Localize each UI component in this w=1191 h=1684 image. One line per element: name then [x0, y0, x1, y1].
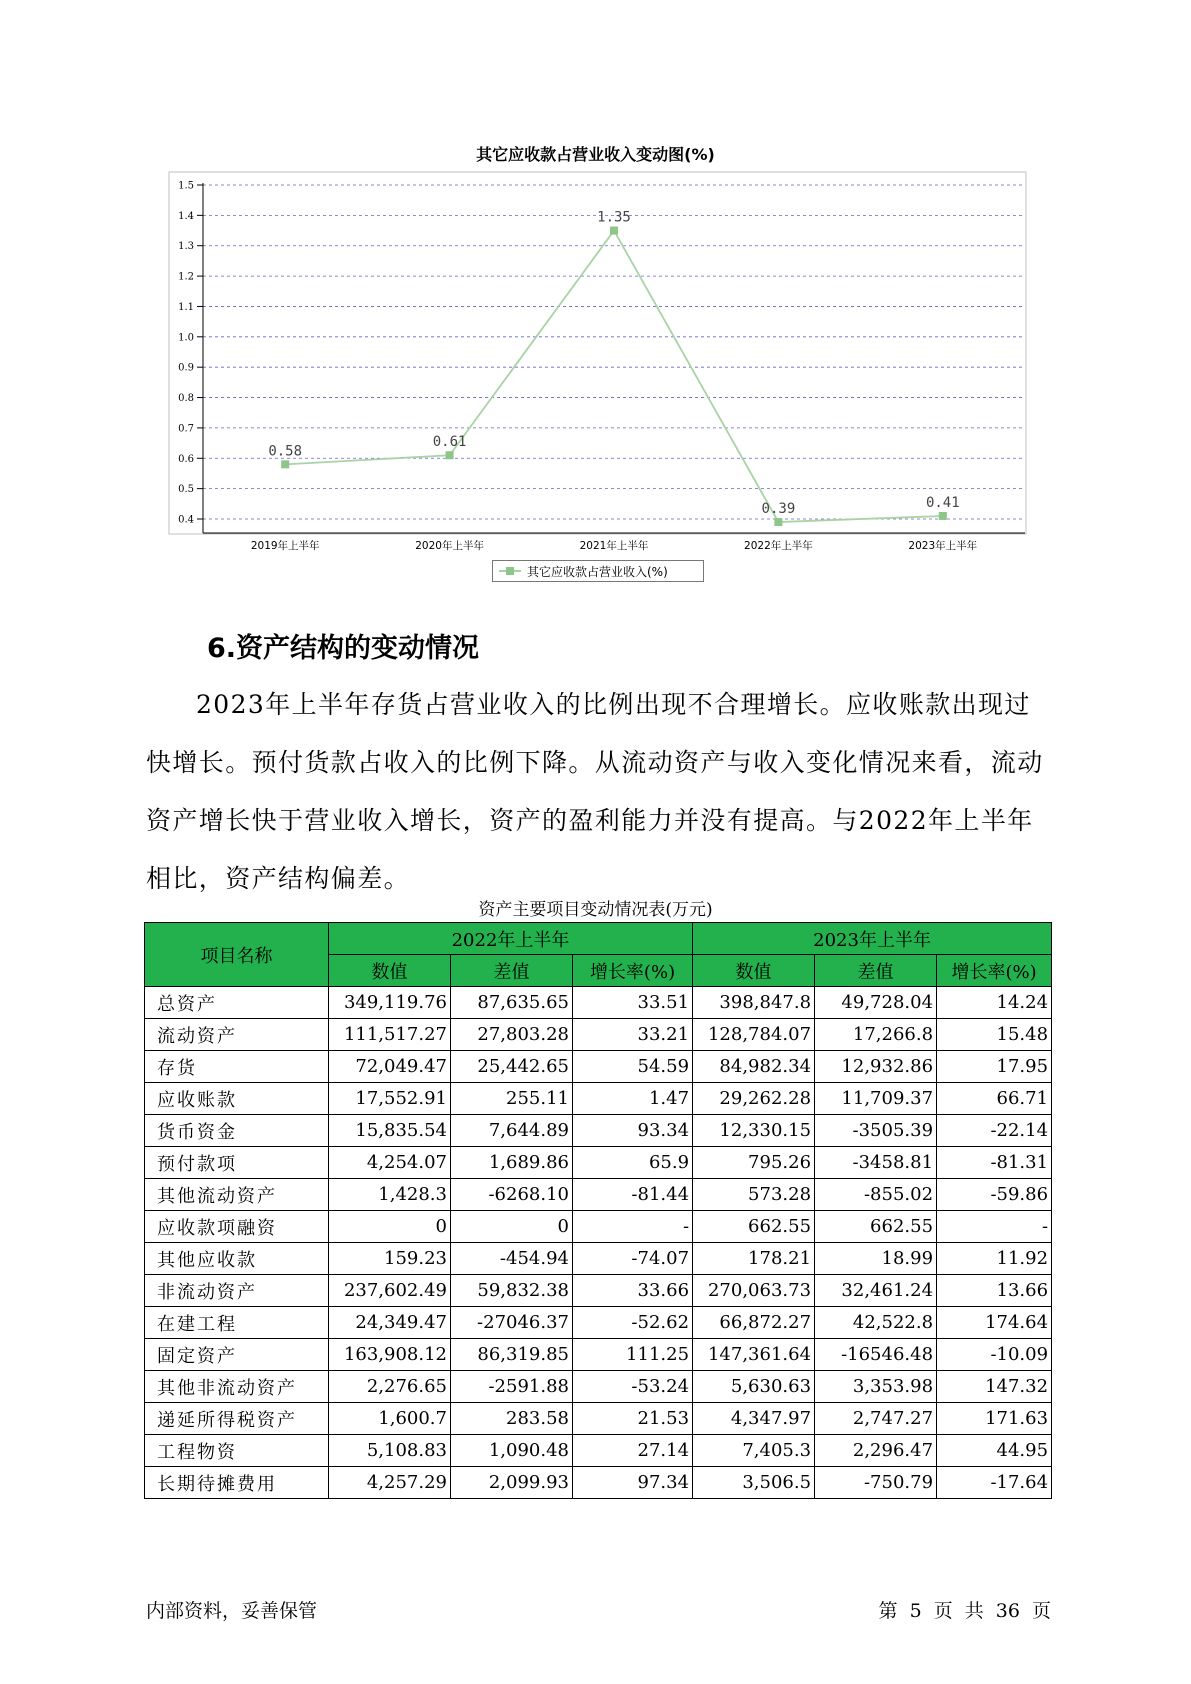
table-cell: 14.24	[937, 987, 1052, 1019]
header-value: 数值	[693, 955, 815, 987]
y-tick-label: 0.6	[178, 453, 194, 465]
y-tick-label: 0.9	[178, 362, 194, 374]
table-cell: 2,747.27	[815, 1403, 937, 1435]
data-label: 0.39	[761, 501, 796, 518]
y-tick-label: 0.8	[178, 393, 194, 405]
header-value: 数值	[329, 955, 451, 987]
row-label: 其他非流动资产	[145, 1371, 329, 1403]
row-label: 其他流动资产	[145, 1179, 329, 1211]
data-label: 0.61	[432, 434, 467, 451]
x-tick-label: 2023年上半年	[908, 540, 978, 552]
table-cell: 0	[329, 1211, 451, 1243]
table-cell: 178.21	[693, 1243, 815, 1275]
data-label: 0.41	[925, 494, 960, 511]
table-body	[145, 987, 1052, 1499]
table-cell: 87,635.65	[451, 987, 573, 1019]
table-row	[145, 1019, 1052, 1051]
table-cell: 1,689.86	[451, 1147, 573, 1179]
table-cell: 159.23	[329, 1243, 451, 1275]
table-cell: 32,461.24	[815, 1275, 937, 1307]
data-label: 1.35	[597, 209, 631, 226]
table-cell: 3,506.5	[693, 1467, 815, 1499]
table-cell: 86,319.85	[451, 1339, 573, 1371]
series-line	[285, 231, 943, 522]
chart-outer-border	[169, 172, 1026, 534]
table-row	[145, 1339, 1052, 1371]
table-cell: 13.66	[937, 1275, 1052, 1307]
table-cell: 42,522.8	[815, 1307, 937, 1339]
table-cell: 44.95	[937, 1435, 1052, 1467]
section-heading: 6.资产结构的变动情况	[207, 633, 480, 664]
table-cell: 4,254.07	[329, 1147, 451, 1179]
table-cell: 4,257.29	[329, 1467, 451, 1499]
table-cell: 5,630.63	[693, 1371, 815, 1403]
table-cell: 66.71	[937, 1083, 1052, 1115]
body-paragraph: 2023年上半年存货占营业收入的比例出现不合理增长。应收账款出现过快增长。预付货款占收入的比例下降。从流动资产与收入变化情况来看，流动资产增长快于营业收入增长，资产的盈利能力并没有提高。与2022年上半年相比，资产结构偏差。	[146, 690, 1044, 893]
table-cell: 27.14	[573, 1435, 693, 1467]
table-row	[145, 1083, 1052, 1115]
table-cell: 17,266.8	[815, 1019, 937, 1051]
table-row	[145, 1179, 1052, 1211]
header-growth: 增长率(%)	[573, 955, 693, 987]
table-cell: 2,296.47	[815, 1435, 937, 1467]
y-tick-label: 1.2	[178, 271, 194, 283]
table-cell: 171.63	[937, 1403, 1052, 1435]
table-cell: 128,784.07	[693, 1019, 815, 1051]
data-point	[939, 512, 947, 520]
table-cell: 72,049.47	[329, 1051, 451, 1083]
table-cell: -2591.88	[451, 1371, 573, 1403]
table-cell: 66,872.27	[693, 1307, 815, 1339]
table-cell: -6268.10	[451, 1179, 573, 1211]
table-row	[145, 1211, 1052, 1243]
table-cell: 27,803.28	[451, 1019, 573, 1051]
table-cell: 1,428.3	[329, 1179, 451, 1211]
y-tick-label: 1.4	[178, 210, 194, 222]
table-cell: 15.48	[937, 1019, 1052, 1051]
header-item-name: 项目名称	[145, 923, 329, 987]
table-row	[145, 1147, 1052, 1179]
y-tick-label: 1.3	[178, 241, 194, 253]
row-label: 应收款项融资	[145, 1211, 329, 1243]
table-cell: 111.25	[573, 1339, 693, 1371]
table-cell: 12,330.15	[693, 1115, 815, 1147]
table-cell: -3458.81	[815, 1147, 937, 1179]
table-row	[145, 987, 1052, 1019]
data-point	[446, 451, 454, 459]
x-tick-label: 2021年上半年	[579, 540, 649, 552]
line-chart	[0, 0, 1191, 600]
y-tick-label: 0.4	[178, 514, 194, 526]
y-tick-label: 1.1	[178, 301, 194, 313]
table-cell: 795.26	[693, 1147, 815, 1179]
data-label: 0.58	[268, 443, 303, 460]
asset-table	[144, 922, 1052, 1499]
table-row	[145, 1435, 1052, 1467]
table-cell: 97.34	[573, 1467, 693, 1499]
table-cell: 573.28	[693, 1179, 815, 1211]
table-cell: 1,600.7	[329, 1403, 451, 1435]
table-cell: -59.86	[937, 1179, 1052, 1211]
table-row	[145, 1115, 1052, 1147]
row-label: 在建工程	[145, 1307, 329, 1339]
table-cell: 2,099.93	[451, 1467, 573, 1499]
table-cell: -17.64	[937, 1467, 1052, 1499]
table-cell: 174.64	[937, 1307, 1052, 1339]
table-cell: 11.92	[937, 1243, 1052, 1275]
chart-legend	[492, 560, 704, 582]
table-cell: -	[937, 1211, 1052, 1243]
table-cell: 24,349.47	[329, 1307, 451, 1339]
footer-confidential: 内部资料，妥善保管	[146, 1600, 318, 1622]
table-cell: 7,405.3	[693, 1435, 815, 1467]
row-label: 存货	[145, 1051, 329, 1083]
footer-page-number: 第 5 页 共 36 页	[878, 1600, 1051, 1622]
table-cell: 255.11	[451, 1083, 573, 1115]
row-label: 固定资产	[145, 1339, 329, 1371]
header-group-2023: 2023年上半年	[693, 923, 1052, 955]
table-cell: 283.58	[451, 1403, 573, 1435]
row-label: 长期待摊费用	[145, 1467, 329, 1499]
table-cell: 33.51	[573, 987, 693, 1019]
table-cell: 11,709.37	[815, 1083, 937, 1115]
table-cell: 4,347.97	[693, 1403, 815, 1435]
table-cell: 33.66	[573, 1275, 693, 1307]
table-cell: 84,982.34	[693, 1051, 815, 1083]
table-cell: 163,908.12	[329, 1339, 451, 1371]
table-cell: -53.24	[573, 1371, 693, 1403]
table-cell: 3,353.98	[815, 1371, 937, 1403]
table-cell: -16546.48	[815, 1339, 937, 1371]
chart-title: 其它应收款占营业收入变动图(%)	[476, 145, 715, 164]
table-cell: 18.99	[815, 1243, 937, 1275]
table-cell: 65.9	[573, 1147, 693, 1179]
x-tick-label: 2020年上半年	[415, 540, 484, 552]
data-point	[610, 227, 618, 235]
y-tick-label: 1.5	[178, 180, 194, 192]
x-tick-label: 2022年上半年	[744, 540, 813, 552]
header-diff: 差值	[815, 955, 937, 987]
table-cell: 662.55	[693, 1211, 815, 1243]
table-cell: 49,728.04	[815, 987, 937, 1019]
table-cell: -855.02	[815, 1179, 937, 1211]
table-cell: 17.95	[937, 1051, 1052, 1083]
table-row	[145, 1371, 1052, 1403]
y-tick-label: 1.0	[178, 332, 194, 344]
table-cell: -74.07	[573, 1243, 693, 1275]
table-cell: 398,847.8	[693, 987, 815, 1019]
row-label: 应收账款	[145, 1083, 329, 1115]
table-cell: 147,361.64	[693, 1339, 815, 1371]
table-cell: 12,932.86	[815, 1051, 937, 1083]
table-cell: -22.14	[937, 1115, 1052, 1147]
table-cell: 33.21	[573, 1019, 693, 1051]
table-cell: -81.44	[573, 1179, 693, 1211]
table-cell: 5,108.83	[329, 1435, 451, 1467]
table-cell: 1.47	[573, 1083, 693, 1115]
y-tick-label: 0.7	[178, 423, 194, 435]
table-cell: 29,262.28	[693, 1083, 815, 1115]
legend-swatch	[499, 566, 521, 576]
table-cell: -81.31	[937, 1147, 1052, 1179]
table-cell: 349,119.76	[329, 987, 451, 1019]
table-caption: 资产主要项目变动情况表(万元)	[478, 900, 713, 920]
table-row	[145, 1403, 1052, 1435]
table-cell: 15,835.54	[329, 1115, 451, 1147]
table-cell: -27046.37	[451, 1307, 573, 1339]
table-cell: 25,442.65	[451, 1051, 573, 1083]
table-cell: 1,090.48	[451, 1435, 573, 1467]
table-cell: 270,063.73	[693, 1275, 815, 1307]
table-row	[145, 1243, 1052, 1275]
table-cell: -3505.39	[815, 1115, 937, 1147]
table-cell: 237,602.49	[329, 1275, 451, 1307]
row-label: 预付款项	[145, 1147, 329, 1179]
row-label: 其他应收款	[145, 1243, 329, 1275]
data-point	[281, 460, 289, 468]
table-cell: 147.32	[937, 1371, 1052, 1403]
row-label: 总资产	[145, 987, 329, 1019]
table-cell: 662.55	[815, 1211, 937, 1243]
header-group-2022: 2022年上半年	[329, 923, 693, 955]
table-row	[145, 1051, 1052, 1083]
legend-label: 其它应收款占营业收入(%)	[527, 564, 668, 579]
table-cell: -10.09	[937, 1339, 1052, 1371]
table-cell: 2,276.65	[329, 1371, 451, 1403]
table-row	[145, 1467, 1052, 1499]
table-cell: 93.34	[573, 1115, 693, 1147]
table-cell: 111,517.27	[329, 1019, 451, 1051]
table-cell: 54.59	[573, 1051, 693, 1083]
table-cell: 21.53	[573, 1403, 693, 1435]
table-cell: -454.94	[451, 1243, 573, 1275]
row-label: 流动资产	[145, 1019, 329, 1051]
row-label: 非流动资产	[145, 1275, 329, 1307]
table-cell: 17,552.91	[329, 1083, 451, 1115]
row-label: 递延所得税资产	[145, 1403, 329, 1435]
row-label: 货币资金	[145, 1115, 329, 1147]
table-cell: -	[573, 1211, 693, 1243]
row-label: 工程物资	[145, 1435, 329, 1467]
x-tick-label: 2019年上半年	[250, 540, 320, 552]
data-point	[774, 518, 782, 526]
table-cell: -750.79	[815, 1467, 937, 1499]
header-diff: 差值	[451, 955, 573, 987]
header-growth: 增长率(%)	[937, 955, 1052, 987]
table-cell: 0	[451, 1211, 573, 1243]
table-row	[145, 1307, 1052, 1339]
table-cell: 59,832.38	[451, 1275, 573, 1307]
table-cell: -52.62	[573, 1307, 693, 1339]
table-cell: 7,644.89	[451, 1115, 573, 1147]
y-tick-label: 0.5	[178, 484, 194, 496]
table-row	[145, 1275, 1052, 1307]
